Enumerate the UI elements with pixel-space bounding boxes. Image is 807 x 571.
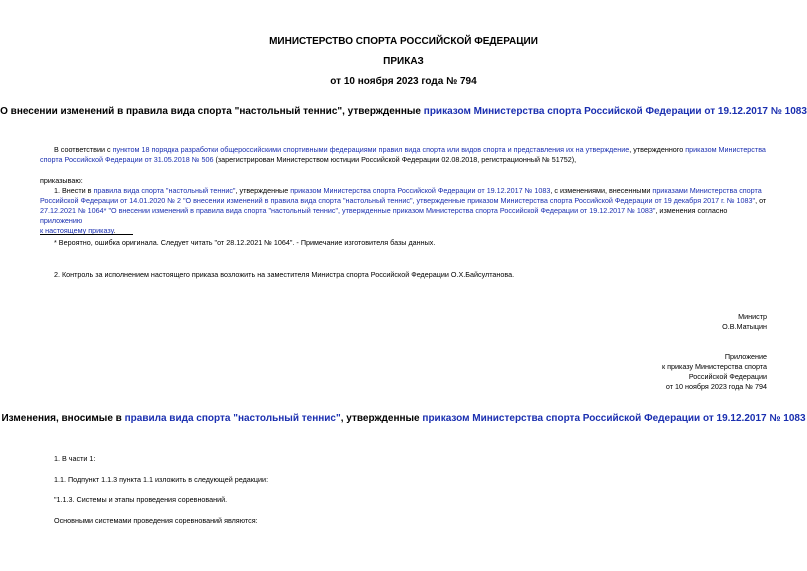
quote-1-1-3: "1.1.3. Системы и этапы проведения соревнований. <box>54 495 228 504</box>
appendix-label: Приложение <box>724 352 767 361</box>
appendix-line-3: от 10 ноября 2023 года № 794 <box>665 382 767 391</box>
intro-link-order-cont[interactable]: спорта Российской Федерации от 31.05.2018 № 506 <box>40 155 214 164</box>
order-title-link[interactable]: приказом Министерства спорта Российской Федерации от 19.12.2017 № 1083 <box>423 106 807 117</box>
item-1-text-a: 1. Внести в <box>54 186 94 195</box>
document-type: ПРИКАЗ <box>383 56 424 67</box>
footnote-divider <box>40 234 133 235</box>
changes-title-link-rules[interactable]: правила вида спорта "настольный теннис" <box>124 413 341 424</box>
order-word: приказываю: <box>40 176 83 185</box>
item-1-link-to-order[interactable]: к настоящему приказу <box>40 226 114 235</box>
item-1-text-f: . <box>113 226 116 235</box>
footnote: * Вероятно, ошибка оригинала. Следует читать "от 28.12.2021 № 1064". - Примечание изготовителя базы данных. <box>54 238 436 247</box>
changes-title-text-b: , утвержденные <box>340 413 423 424</box>
subitem-1-1: 1.1. Подпункт 1.1.3 пункта 1.1 изложить в следующей редакции: <box>54 475 269 484</box>
changes-title-link-order[interactable]: приказом Министерства спорта Российской Федерации от 19.12.2017 № 1083 <box>422 413 806 424</box>
intro-text-1: В соответствии с <box>54 145 113 154</box>
appendix-line-1: к приказу Министерства спорта <box>661 362 767 371</box>
appendix-line-2: Российской Федерации <box>688 372 767 381</box>
item-1-paragraph <box>40 186 770 236</box>
item-1-text-b: , утвержденные <box>235 186 291 195</box>
item-1-link-order[interactable]: приказом Министерства спорта Российской Федерации от 19.12.2017 № 1083 <box>290 186 551 195</box>
systems-intro: Основными системами проведения соревнований являются: <box>54 516 258 525</box>
item-1-text-e: , изменения согласно <box>655 206 728 215</box>
changes-title <box>0 413 807 424</box>
intro-paragraph <box>40 145 770 165</box>
signature-name: О.В.Матыцин <box>722 322 767 331</box>
intro-link-procedure[interactable]: пунктом 18 порядка разработки общероссийскими спортивными федерациями правил вида спорта или видов спорта и представления их на утверждение <box>112 145 630 154</box>
item-2-paragraph: 2. Контроль за исполнением настоящего приказа возложить на заместителя Министра спорта Российской Федерации О.Х.Байсултанова. <box>54 270 515 279</box>
order-title <box>0 106 807 117</box>
intro-text-3: (зарегистрирован Министерством юстиции Российской Федерации 02.08.2018, регистрационный № 51752), <box>213 155 577 164</box>
item-1-text-d: , от <box>755 196 767 205</box>
item-1-link-appendix[interactable]: приложению <box>40 216 83 225</box>
intro-link-order[interactable]: приказом Министерства <box>685 145 766 154</box>
signature-role: Министр <box>738 312 767 321</box>
item-1-text-c: , с изменениями, внесенными <box>550 186 653 195</box>
order-title-text: О внесении изменений в правила вида спорта "настольный теннис", утвержденные <box>0 106 424 117</box>
item-1-link-rules[interactable]: правила вида спорта "настольный теннис" <box>93 186 236 195</box>
ministry-heading: МИНИСТЕРСТВО СПОРТА РОССИЙСКОЙ ФЕДЕРАЦИИ <box>269 36 538 47</box>
order-date-number: от 10 ноября 2023 года № 794 <box>330 76 477 87</box>
item-1-link-2020[interactable]: Российской Федерации от 14.01.2020 № 2 "О внесении изменений в правила вида спорта "настольный теннис", утвержденные приказом Министерства спорта Российской Федерации от 19 декабря 2017 г. № 1083" <box>40 196 756 205</box>
part-1-heading: 1. В части 1: <box>54 454 96 463</box>
item-1-link-orders[interactable]: приказами Министерства спорта <box>652 186 762 195</box>
intro-text-2: , утвержденного <box>629 145 686 154</box>
changes-title-text-a: Изменения, вносимые в <box>1 413 125 424</box>
item-1-link-2021[interactable]: 27.12.2021 № 1064* "О внесении изменений в правила вида спорта "настольный теннис", утвержденные приказом Министерства спорта Российской Федерации от 19.12.2017 № 1083" <box>40 206 656 215</box>
